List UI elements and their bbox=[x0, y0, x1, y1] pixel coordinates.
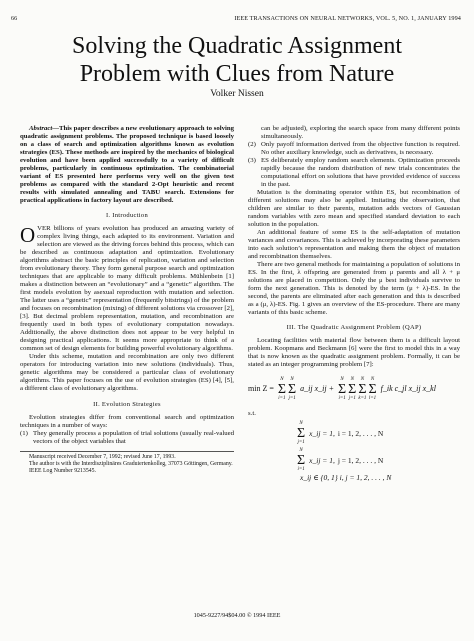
constraint-2: N Σ i=1 x_ij = 1, j = 1, 2, . . . , N bbox=[297, 448, 384, 473]
section-heading-evolution-strategies: II. Evolution Strategies bbox=[93, 400, 161, 408]
list-item-text: Only payoff information derived from the objective function is required. No other auxiliary knowledge, such as derivatives, is necessary. bbox=[261, 141, 460, 157]
author-name: Volker Nissen bbox=[210, 89, 264, 99]
sum-symbol: N Σ i=1 bbox=[338, 376, 347, 401]
list-item: (3) ES deliberately employ random search elements. Optimization proceeds rapidly because the random distribution of new trials concentrates the computational effort on solutions that have provided evidence of success in the past. bbox=[248, 157, 460, 189]
paper-title-line-2: Problem with Clues from Nature bbox=[79, 61, 395, 87]
list-item: (2) Only payoff information derived from the objective function is required. No other auxiliary knowledge, such as derivatives, is necessary. bbox=[248, 141, 460, 157]
list-item-text: They generally process a population of trial solutions (usually real-valued vectors of the object variables that bbox=[33, 429, 234, 445]
constraint-1: N Σ j=1 x_ij = 1, i = 1, 2, . . . , N bbox=[297, 421, 384, 446]
abstract-label: Abstract— bbox=[29, 125, 60, 132]
sum-symbol: N Σ i=1 bbox=[297, 448, 306, 473]
es-list-continued bbox=[248, 125, 460, 189]
paper-title-line-1: Solving the Quadratic Assignment bbox=[72, 33, 402, 59]
section-heading-introduction: I. Introduction bbox=[105, 212, 149, 220]
footnote: Manuscript received December 7, 1992; revised June 17, 1993. The author is with the Interdisziplinäres Graduiertenkolleg, 37073 Göttingen, Germany. IEEE Log Number 9213545. bbox=[20, 451, 234, 475]
section-heading-qap: III. The Quadratic Assignment Problem (QAP) bbox=[286, 324, 422, 332]
es-paragraph-2: Mutation is the dominating operator within ES, but recombination of different solutions may also be applied. Imitating the observation, that children are similar to their parents, mutation adds vectors of Gaussian random variables with zero mean and specified standard deviation to each solution in the population. bbox=[248, 189, 460, 229]
constraint-3: x_ij ∈ {0, 1} i, j = 1, 2, . . . , N bbox=[300, 473, 392, 483]
es-paragraph-4: There are two general methods for maintaining a population of solutions in ES. In the first, λ offspring are generated from μ parents and all λ + μ solutions are placed in competition. Only the μ best individuals survive to form the next generation. This is denoted by the term (μ + λ)-ES. In the second, the parents are eliminated after each generation and this is described as a (μ, λ)-ES. Fig. 1 gives an overview of the ES-procedure. There are many variants of this basic scheme. bbox=[248, 261, 460, 317]
sum-symbol: N Σ i=1 bbox=[277, 376, 286, 401]
qap-paragraph-1: Locating facilities with material flow between them is a difficult layout problem. Koopmans and Beckmann [6] were the first to model this in a way that is now known as the quadratic assignment problem. Formally, it can be stated as an integer programming problem [7]: bbox=[248, 337, 460, 369]
right-column bbox=[248, 125, 460, 486]
running-header bbox=[11, 14, 461, 24]
drop-cap: O bbox=[20, 223, 36, 248]
list-item: (1) They generally process a population of trial solutions (usually real-valued vectors of the object variables that bbox=[20, 429, 234, 445]
list-item-text: ES deliberately employ random search elements. Optimization proceeds rapidly because the random distribution of new trials concentrates the computational effort on solutions that have provided evidence of success in the past. bbox=[261, 157, 460, 189]
sum-symbol: N Σ k=1 bbox=[358, 376, 367, 401]
list-item-text: can be adjusted), exploring the search space from many different points simultaneously. bbox=[261, 125, 460, 141]
sum-symbol: N Σ j=1 bbox=[348, 376, 357, 401]
list-item bbox=[248, 125, 460, 141]
journal-header: IEEE TRANSACTIONS ON NEURAL NETWORKS, VOL. 5, NO. 1, JANUARY 1994 bbox=[234, 15, 461, 22]
es-paragraph-1: Evolution strategies differ from conventional search and optimization techniques in a number of ways: bbox=[20, 413, 234, 429]
page-number: 66 bbox=[11, 15, 18, 22]
subject-to-label: s.t. bbox=[248, 410, 256, 418]
sum-symbol: N Σ j=1 bbox=[297, 421, 306, 446]
intro-paragraph-2: Under this scheme, mutation and recombination are only two different operators for introducing variation into new solutions (individuals). Thus, genetic algorithms may be considered a particular class of evolutionary algorithms. This paper focuses on the use of evolution strategies (ES) [4], [5], a different class of evolutionary algorithms. bbox=[20, 353, 234, 393]
es-list-start bbox=[20, 430, 234, 446]
abstract-text: This paper describes a new evolutionary approach to solving quadratic assignment problems. The proposed technique is based loosely on a class of search and optimization algorithms known as evolution strategies (ES). These methods are inspired by the mechanics of biological evolution and have been applied successfully to a variety of difficult problems, particularly in continuous optimization. The combinatorial variant of ES presented here performs very well on the given test problems as compared with the standard 2-Opt heuristic and recent results with simulated annealing and TABU search. Extensions for practical applications in factory layout are described. bbox=[20, 125, 234, 205]
sum-symbol: N Σ l=1 bbox=[368, 376, 377, 401]
sum-symbol: N Σ j=1 bbox=[288, 376, 297, 401]
left-column bbox=[20, 125, 234, 475]
es-paragraph-3: An additional feature of some ES is the self-adaptation of mutation variances and covariances. This is achieved by incorporating these parameters into each solution’s representation and making them the object of mutation and recombination themselves. bbox=[248, 229, 460, 261]
intro-paragraph-1: OVER billions of years evolution has produced an amazing variety of complex living things, each adapted to its environment. Variation and selection are viewed as the driving forces behind this process, which can be described as continuous adaptation and optimization. Evolutionary algorithms abstract the basic principles of replication, variation and selection from evolutionary theory. They form general purpose search and optimization techniques that are applicable to many difficult problems. Mühlenbein [1] makes a distinction between an “evolutionary” and a “genetic” algorithm. The first models evolution by asexual reproduction with mutation and selection. The latter uses a “genetic” representation (frequently bitstrings) of the problem and focuses on recombination (mixing) of different solutions via crossover [2], [3]. But decimal problem representation, mutation, and recombination are frequently used in both types of evolutionary computation nowadays. Additionally, the above distinction does not appear to be very helpful in designing practical applications. It seems more appropriate to think of a common set of design elements for building powerful evolutionary algorithms. bbox=[20, 223, 234, 353]
abstract bbox=[20, 125, 234, 205]
copyright-footer: 1045-9227/94$04.00 © 1994 IEEE bbox=[193, 612, 281, 619]
objective-equation: min Z = N Σ i=1 N Σ j=1 a_ij x_ij + N Σ i=1 N Σ j=1 N Σ k=1 N Σ l=1 f_ik c_jl x_ij x_kl bbox=[248, 376, 436, 401]
